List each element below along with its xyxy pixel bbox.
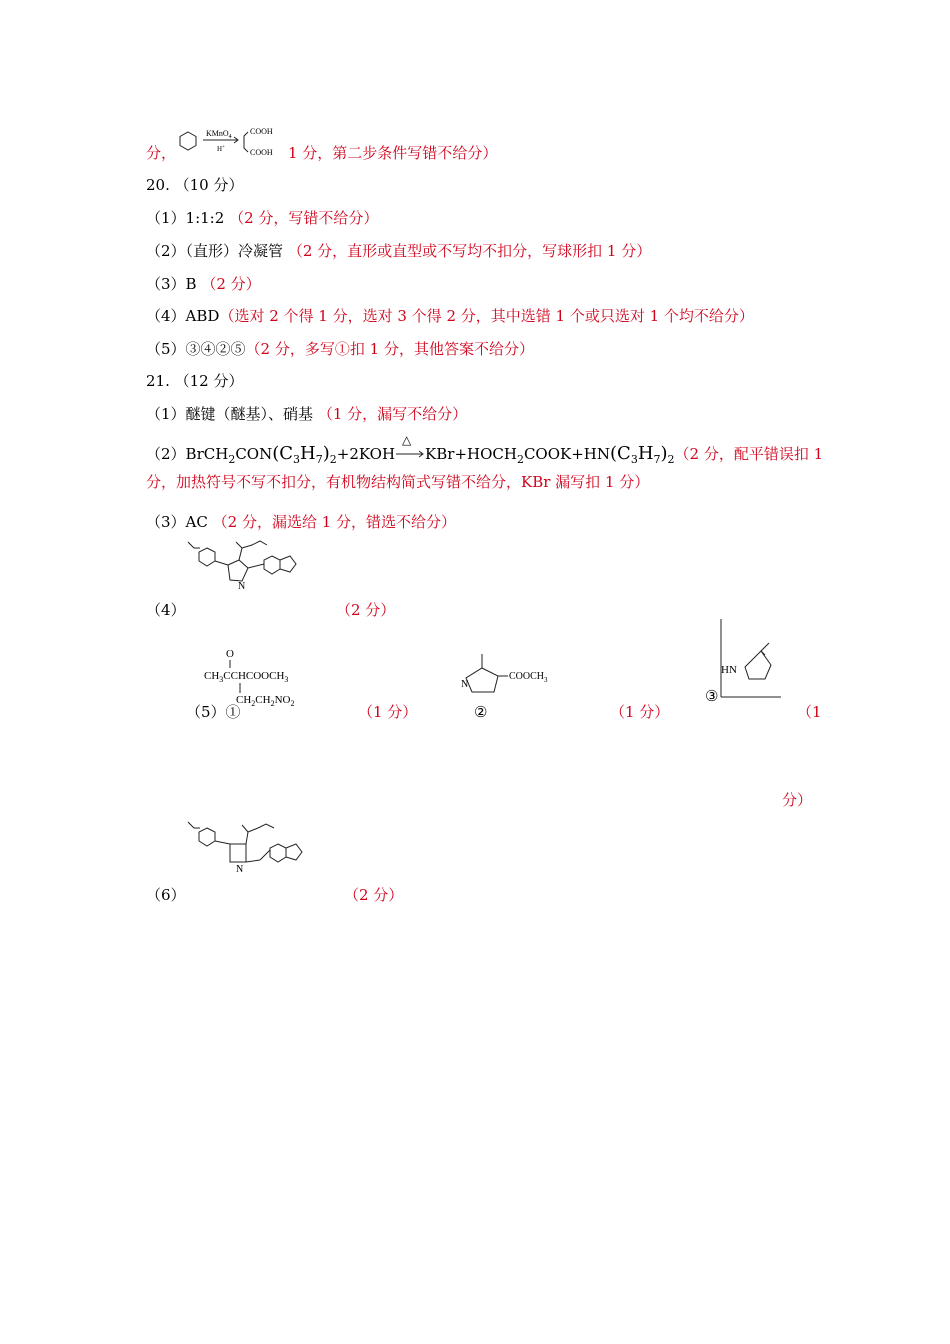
- oxidation-scheme: [176, 124, 288, 160]
- q21-4-structure: [180, 538, 340, 608]
- q21-item-6-note: （2 分）: [344, 886, 404, 904]
- struct3-hn: HN: [721, 664, 737, 676]
- struct1-main: $CH_3CCHCOOCH_3$: [204, 670, 289, 684]
- atom-o: O: [226, 648, 234, 660]
- q21-item-3: （3）AC （2 分，漏选给 1 分，错选不给分）: [146, 513, 457, 531]
- q20-header: 20. （10 分）: [146, 176, 244, 194]
- benzene-ring: [180, 132, 196, 150]
- phthalic-bonds: [244, 132, 248, 152]
- q21-5-structure-3: [705, 617, 795, 701]
- q21-item-2-equation: $(2)BrCH_2CON(C_3H_7)_2+2KOH$ △ $KBr+HOCH_2COOK+HN(C_3H_7)_2(2$ 分，配平错误扣 1: [146, 444, 823, 470]
- q21-item-5-label: （5）①: [186, 703, 241, 721]
- q21-item-4-label: （4）: [146, 601, 186, 619]
- intro-note: 1 分，第二步条件写错不给分）: [288, 144, 498, 162]
- cooh-bottom: COOH: [250, 148, 273, 157]
- q20-item-3: （3）B （2 分）: [146, 275, 261, 293]
- reagent-kmno4: KMnO$_4$: [206, 129, 232, 140]
- struct1-branch: $CH_2CH_2NO_2$: [236, 694, 295, 708]
- struct2-cooch: $COOCH_3$: [509, 671, 548, 684]
- eq-reactant: BrCH: [185, 445, 229, 463]
- q21-item-5-label-3: ③: [705, 687, 719, 705]
- atom-n: N: [236, 864, 244, 875]
- intro-prefix: 分，: [146, 144, 177, 162]
- q20-item-1: （1）1:1:2 （2 分，写错不给分）: [146, 209, 379, 227]
- cooh-top: COOH: [250, 127, 273, 136]
- q21-item-4-note: （2 分）: [336, 601, 396, 619]
- q21-item-5-note-1: （1 分）: [358, 703, 418, 721]
- q21-5-structure-2: [452, 650, 562, 705]
- struct2-n: N: [461, 679, 469, 690]
- q21-item-5-note-3b: 分）: [782, 791, 813, 809]
- q21-header: 21. （12 分）: [146, 372, 244, 390]
- atom-n: N: [238, 581, 246, 592]
- q21-item-2-note: 分，加热符号不写不扣分，有机物结构简式写错不给分，KBr 漏写扣 1 分）: [146, 473, 650, 491]
- q21-item-5-label-2: ②: [474, 703, 488, 721]
- heat-arrow: [395, 433, 425, 464]
- q20-item-5: （5）③④②⑤（2 分，多写①扣 1 分，其他答案不给分）: [146, 340, 534, 358]
- q21-item-1: （1）醚键（醚基）、硝基 （1 分，漏写不给分）: [146, 405, 468, 423]
- q21-item-6-label: （6）: [146, 886, 186, 904]
- q21-item-5-note-3a: （1: [797, 703, 822, 721]
- heat-symbol: △: [402, 433, 412, 447]
- q21-6-structure: [180, 814, 340, 886]
- q20-item-2: （2）（直形）冷凝管 （2 分，直形或直型或不写均不扣分，写球形扣 1 分）: [146, 242, 652, 260]
- reagent-h: H+: [217, 145, 225, 153]
- q20-item-4: （4）ABD（选对 2 个得 1 分，选对 3 个得 2 分，其中选错 1 个或只选对 1 个均不给分）: [146, 307, 754, 325]
- q21-item-5-note-2: （1 分）: [610, 703, 670, 721]
